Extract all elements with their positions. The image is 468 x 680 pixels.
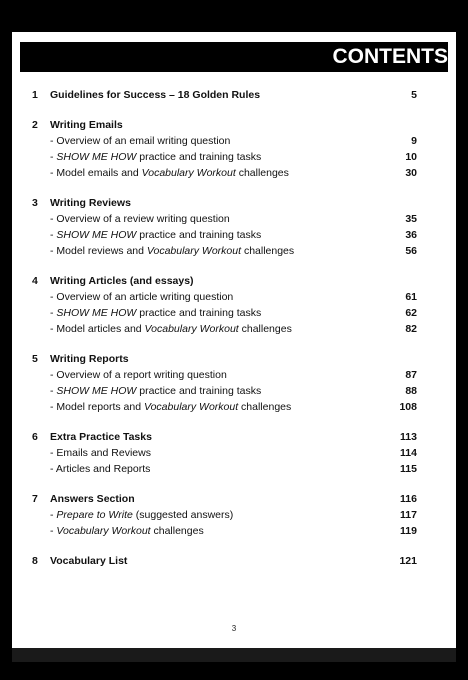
- toc-item-page: 61: [405, 291, 417, 303]
- section-title: Answers Section: [50, 493, 135, 505]
- toc-item-emphasis: SHOW ME HOW: [56, 229, 137, 241]
- toc-item[interactable]: [32, 243, 417, 259]
- contents-heading: CONTENTS: [332, 45, 448, 68]
- toc-item[interactable]: [32, 149, 417, 165]
- section-title: Vocabulary List: [50, 555, 128, 567]
- toc-item-label: [50, 383, 261, 399]
- toc-item-emphasis: SHOW ME HOW: [56, 151, 137, 163]
- toc-section-row[interactable]: [32, 195, 417, 211]
- toc-section-row[interactable]: [32, 87, 417, 103]
- toc-item[interactable]: [32, 461, 417, 477]
- toc-section: [32, 273, 417, 337]
- toc-item-label: [50, 227, 261, 243]
- toc-item-emphasis: Vocabulary Workout: [146, 245, 242, 257]
- toc-item-text-end: challenges: [235, 167, 289, 179]
- toc-item-label: [50, 289, 233, 305]
- toc-section: [32, 117, 417, 181]
- toc-section: [32, 351, 417, 415]
- toc-item-emphasis: Vocabulary Workout: [144, 323, 239, 335]
- section-title: Writing Emails: [50, 119, 123, 131]
- document-page: [12, 32, 456, 648]
- section-number: 7: [32, 493, 38, 505]
- toc-item-label: [50, 445, 151, 461]
- toc-item-label: [50, 321, 292, 337]
- toc-item[interactable]: [32, 227, 417, 243]
- toc-item-page: 119: [400, 525, 417, 537]
- toc-item-emphasis: Vocabulary Workout: [56, 525, 151, 537]
- toc-section: [32, 429, 417, 477]
- toc-item-text: -: [50, 509, 57, 521]
- toc-item-emphasis: Vocabulary Workout: [143, 401, 239, 413]
- toc-item-page: 35: [405, 213, 417, 225]
- toc-section-row[interactable]: [32, 429, 417, 445]
- toc-item-page: 117: [400, 509, 417, 521]
- toc-section: [32, 195, 417, 259]
- toc-item-text-end: practice and training tasks: [136, 307, 262, 319]
- toc-item-label: [50, 399, 291, 415]
- toc-section-row[interactable]: [32, 553, 417, 569]
- toc-item-text-end: practice and training tasks: [136, 385, 262, 397]
- bottom-bar: [12, 648, 456, 662]
- toc-item-text: - Model reviews and: [50, 245, 147, 257]
- toc-item-page: 56: [405, 245, 417, 257]
- toc-item-text: -: [50, 525, 57, 537]
- toc-item-emphasis: SHOW ME HOW: [56, 307, 137, 319]
- section-title: Writing Reports: [50, 353, 129, 365]
- toc-section: [32, 491, 417, 539]
- toc-item-page: 82: [405, 323, 417, 335]
- toc-item-text: -: [50, 385, 57, 397]
- section-page: 5: [411, 89, 417, 101]
- toc-item-page: 30: [405, 167, 417, 179]
- toc-item-text-end: challenges: [241, 245, 295, 257]
- toc-section: [32, 553, 417, 569]
- toc-item[interactable]: [32, 133, 417, 149]
- section-page: 116: [400, 493, 417, 505]
- toc-section-row[interactable]: [32, 273, 417, 289]
- toc-item[interactable]: [32, 305, 417, 321]
- page-number: 3: [231, 624, 237, 633]
- toc-item-page: 10: [405, 151, 417, 163]
- toc-item-text: - Model articles and: [50, 323, 145, 335]
- toc-section-row[interactable]: [32, 491, 417, 507]
- toc-item-label: [50, 305, 261, 321]
- toc-item-text: - Overview of a review writing question: [50, 213, 230, 225]
- toc-item-label: [50, 523, 204, 539]
- toc-item-text: - Emails and Reviews: [50, 447, 151, 459]
- toc-item-label: [50, 149, 261, 165]
- toc-item-label: [50, 133, 230, 149]
- toc-item-page: 115: [400, 463, 417, 475]
- section-number: 1: [32, 89, 38, 101]
- section-number: 2: [32, 119, 38, 131]
- section-title: Writing Reviews: [50, 197, 131, 209]
- toc-item[interactable]: [32, 165, 417, 181]
- toc-item[interactable]: [32, 383, 417, 399]
- toc-item-text: - Overview of an email writing question: [50, 135, 231, 147]
- toc-item[interactable]: [32, 507, 417, 523]
- toc-item-label: [50, 211, 230, 227]
- toc-item-page: 88: [405, 385, 417, 397]
- toc-section-row[interactable]: [32, 117, 417, 133]
- contents-banner: [20, 42, 448, 72]
- toc-section-row[interactable]: [32, 351, 417, 367]
- toc-item-page: 87: [405, 369, 417, 381]
- toc-item-page: 108: [399, 401, 417, 413]
- toc-item-text-end: challenges: [150, 525, 204, 537]
- toc-item[interactable]: [32, 321, 417, 337]
- toc-item-page: 114: [400, 447, 417, 459]
- section-number: 4: [32, 275, 38, 287]
- toc-item-text: - Model emails and: [50, 167, 142, 179]
- toc-item-text: -: [50, 307, 57, 319]
- toc-item-label: [50, 243, 294, 259]
- section-number: 8: [32, 555, 38, 567]
- section-number: 5: [32, 353, 38, 365]
- toc-item-text-end: challenges: [238, 323, 292, 335]
- section-number: 6: [32, 431, 38, 443]
- toc-item-label: [50, 507, 233, 523]
- toc-item[interactable]: [32, 523, 417, 539]
- toc-item-text-end: practice and training tasks: [136, 229, 262, 241]
- toc-item[interactable]: [32, 289, 417, 305]
- section-number: 3: [32, 197, 38, 209]
- toc-item-emphasis: Prepare to Write: [56, 509, 133, 521]
- toc-item-page: 36: [405, 229, 417, 241]
- toc-item-label: [50, 461, 150, 477]
- section-page: 121: [399, 555, 417, 567]
- table-of-contents: [32, 87, 417, 583]
- toc-item-text: - Model reports and: [50, 401, 144, 413]
- section-title: Guidelines for Success – 18 Golden Rules: [50, 89, 261, 101]
- section-page: 113: [400, 431, 417, 443]
- toc-item-page: 9: [411, 135, 417, 147]
- toc-item-text: - Overview of a report writing question: [50, 369, 227, 381]
- toc-item-emphasis: SHOW ME HOW: [56, 385, 137, 397]
- toc-item[interactable]: [32, 211, 417, 227]
- toc-item[interactable]: [32, 445, 417, 461]
- section-title: Writing Articles (and essays): [50, 275, 194, 287]
- toc-section: [32, 87, 417, 103]
- toc-item[interactable]: [32, 399, 417, 415]
- toc-item-text: -: [50, 229, 57, 241]
- toc-item-text: - Articles and Reports: [50, 463, 151, 475]
- toc-item-text-end: (suggested answers): [132, 509, 234, 521]
- toc-item-label: [50, 367, 227, 383]
- toc-item-text: - Overview of an article writing question: [50, 291, 234, 303]
- toc-item-text-end: challenges: [238, 401, 292, 413]
- toc-item-text-end: practice and training tasks: [136, 151, 262, 163]
- toc-item[interactable]: [32, 367, 417, 383]
- toc-item-label: [50, 165, 289, 181]
- section-title: Extra Practice Tasks: [50, 431, 152, 443]
- toc-item-text: -: [50, 151, 57, 163]
- toc-item-page: 62: [405, 307, 417, 319]
- toc-item-emphasis: Vocabulary Workout: [141, 167, 236, 179]
